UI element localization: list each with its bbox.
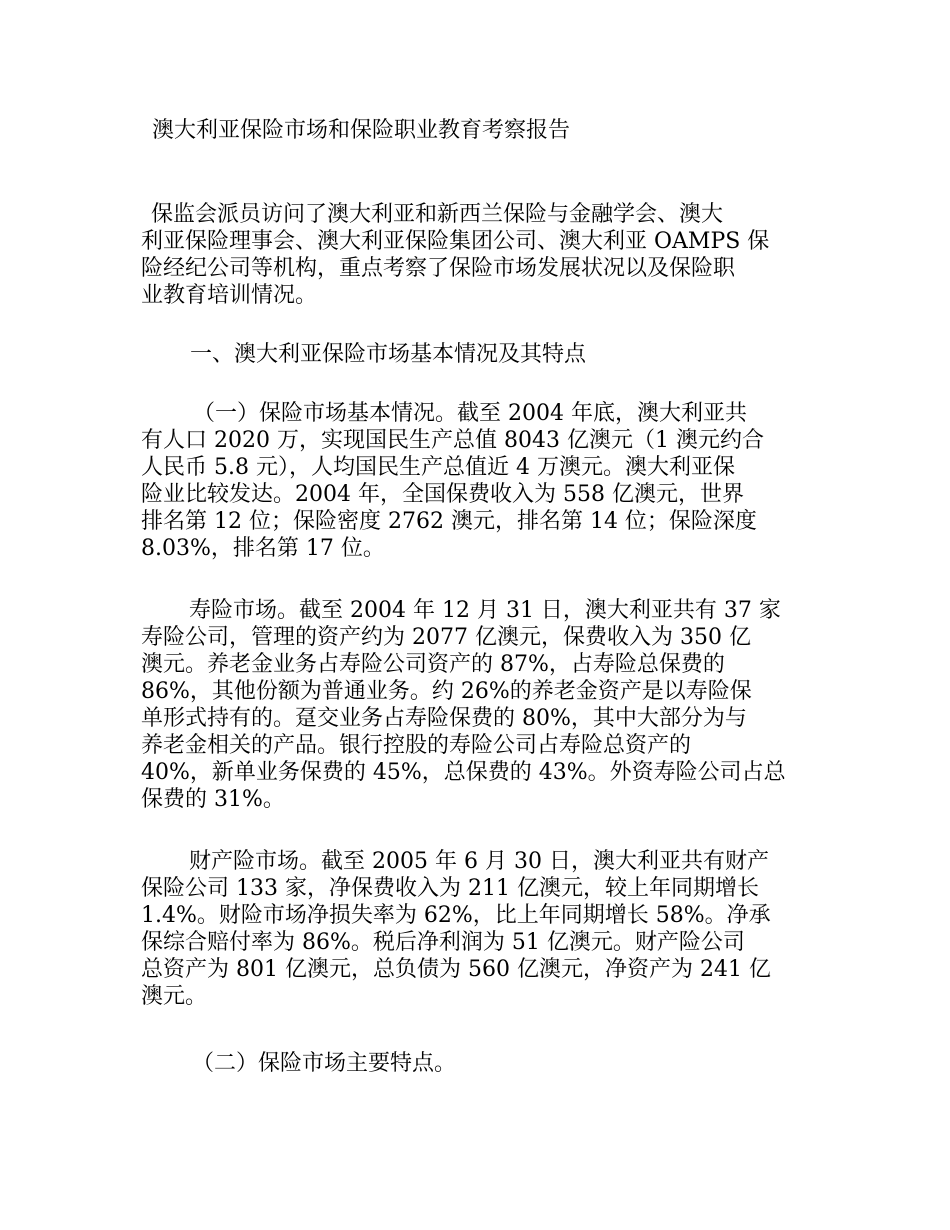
paragraph-line: 86%，其他份额为普通业务。约 26%的养老金资产是以寿险保 — [141, 679, 752, 704]
paragraph-line: 澳元。 — [141, 984, 208, 1009]
paragraph-line: 保险公司 133 家，净保费收入为 211 亿澳元，较上年同期增长 — [141, 876, 759, 901]
property-insurance-paragraph — [141, 848, 813, 1010]
intro-line: 险经纪公司等机构，重点考察了保险市场发展状况以及保险职 — [141, 256, 736, 281]
document-title: 澳大利亚保险市场和保险职业教育考察报告 — [152, 118, 571, 143]
paragraph-line: 保费的 31%。 — [141, 787, 285, 812]
paragraph-line: 保综合赔付率为 86%。税后净利润为 51 亿澳元。财产险公司 — [141, 930, 745, 955]
paragraph-line: 养老金相关的产品。银行控股的寿险公司占寿险总资产的 — [141, 733, 692, 758]
paragraph-line: 排名第 12 位；保险密度 2762 澳元，排名第 14 位；保险深度 — [141, 509, 757, 534]
paragraph-line: 险业比较发达。2004 年，全国保费收入为 558 亿澳元，世界 — [141, 482, 744, 507]
paragraph-line: （一）保险市场基本情况。截至 2004 年底，澳大利亚共 — [193, 401, 747, 426]
paragraph-line: 1.4%。财险市场净损失率为 62%，比上年同期增长 58%。净承 — [141, 903, 771, 928]
intro-line: 利亚保险理事会、澳大利亚保险集团公司、澳大利亚 OAMPS 保 — [141, 229, 770, 254]
paragraph-line: 人民币 5.8 元），人均国民生产总值近 4 万澳元。澳大利亚保 — [141, 455, 735, 480]
paragraph-line: 8.03%，排名第 17 位。 — [141, 536, 385, 561]
paragraph-line: 有人口 2020 万，实现国民生产总值 8043 亿澳元（1 澳元约合 — [141, 428, 764, 453]
paragraph-line: 总资产为 801 亿澳元，总负债为 560 亿澳元，净资产为 241 亿 — [141, 957, 771, 982]
intro-paragraph — [141, 201, 813, 309]
paragraph-line: 40%，新单业务保费的 45%，总保费的 43%。外资寿险公司占总 — [141, 760, 786, 785]
market-overview-paragraph — [141, 400, 813, 562]
subsection-heading: （二）保险市场主要特点。 — [192, 1051, 457, 1076]
paragraph-line: 单形式持有的。趸交业务占寿险保费的 80%，其中大部分为与 — [141, 706, 747, 731]
paragraph-line: 澳元。养老金业务占寿险公司资产的 87%，占寿险总保费的 — [141, 652, 725, 677]
paragraph-line: 寿险市场。截至 2004 年 12 月 31 日，澳大利亚共有 37 家 — [189, 598, 781, 623]
section-heading: 一、澳大利亚保险市场基本情况及其特点 — [190, 342, 587, 367]
paragraph-line: 寿险公司，管理的资产约为 2077 亿澳元，保费收入为 350 亿 — [141, 625, 751, 650]
intro-line: 业教育培训情况。 — [141, 283, 318, 308]
life-insurance-paragraph — [141, 597, 813, 813]
paragraph-line: 财产险市场。截至 2005 年 6 月 30 日，澳大利亚共有财产 — [189, 849, 769, 874]
intro-line: 保监会派员访问了澳大利亚和新西兰保险与金融学会、澳大 — [151, 202, 724, 227]
